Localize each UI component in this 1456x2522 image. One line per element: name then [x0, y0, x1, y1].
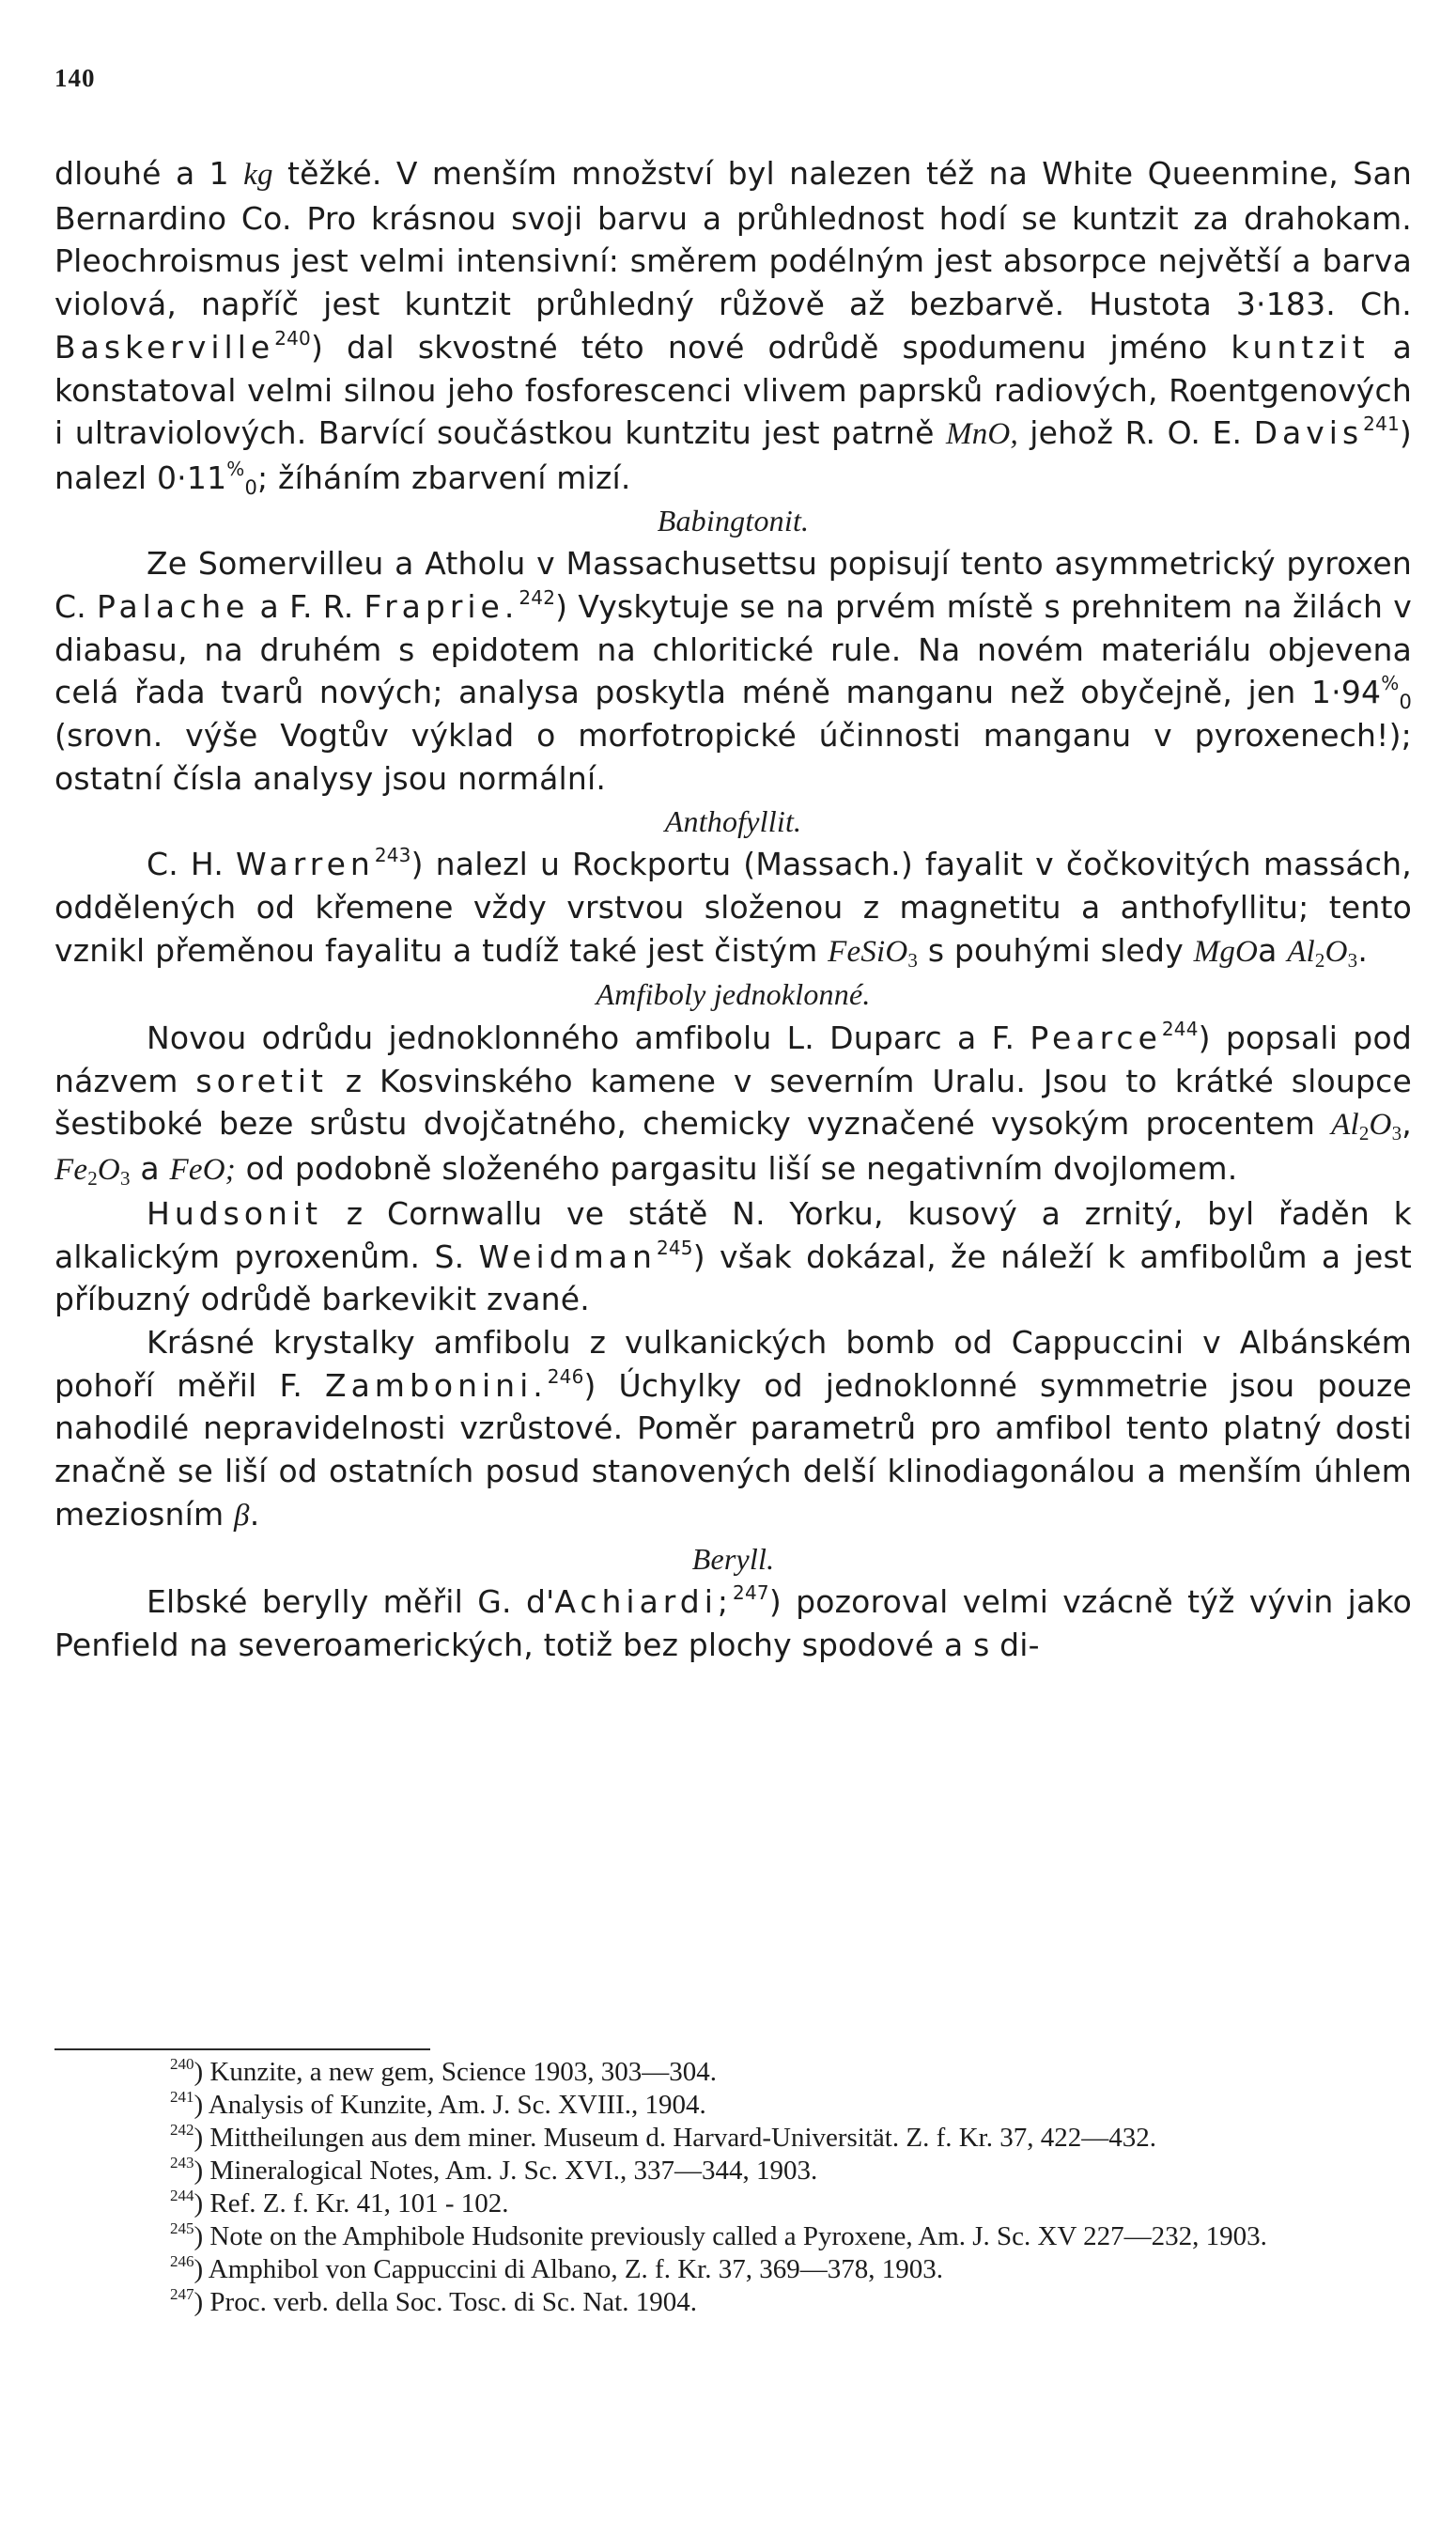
section-heading-babingtonit: Babingtonit. [657, 503, 810, 537]
formula: MnO, [946, 417, 1018, 452]
author-name: Weidman [478, 1238, 657, 1275]
author-name: Palache [97, 588, 250, 626]
author-name: Warren [236, 846, 375, 883]
author-name: Zambonini. [324, 1366, 548, 1404]
author-name: Baskerville [54, 328, 275, 366]
paragraph-beryll: Elbské berylly měřil G. d'Achiardi;$^{247}$) pozoroval velmi vzácně týž vývin jako Penfield na severoamerických, totiž bez plochy spodové a s di- [54, 1581, 1412, 1663]
footnote: $^{243}$) Mineralogical Notes, Am. J. Sc. XVI., 337—344, 1903. [170, 2154, 818, 2186]
main-text [54, 152, 1412, 1667]
author-name: Fraprie. [364, 588, 519, 626]
author-name: Davis [1253, 414, 1364, 452]
footnote-ref-240[interactable]: 240 [274, 326, 311, 350]
footnote-ref-245[interactable]: 245 [656, 1236, 693, 1259]
percent-sign: % [1381, 672, 1400, 695]
footnote: $^{247}$) Proc. verb. della Soc. Tosc. di Sc. Nat. 1904. [170, 2285, 697, 2317]
section-heading-anthofyllit: Anthofyllit. [664, 803, 802, 838]
paragraph-kunzit: dlouhé a 1 kg těžké. V menším množství byl nalezen též na White Queenmine, San Bernardino Co. Pro krásnou svoji barvu a průhlednost hodí se kuntzit za drahokam. Pleochroismus jest velmi intensivní: směrem podélným jest absorpce největší a barva violová, napříč jest kuntzit průhledný růžově až bezbarvě. Hustota 3·183. Ch. Baskerville$^{240}$) dal skvostné této nové odrůdě spodumenu jméno kuntzit a konstatoval velmi silnou jeho fosforescenci vlivem paprsků radiových, Roentgenových i ultraviolových. Barvící součástkou kuntzitu jest patrně MnO, jehož R. O. E. Davis$^{241}$) nalezl $0\cdot 11^{\%}_0$; žíháním zbarvení mizí. [54, 155, 1412, 499]
footnote: $^{246}$) Amphibol von Cappuccini di Albano, Z. f. Kr. 37, 369—378, 1903. [170, 2252, 943, 2284]
footnote: $^{241}$) Analysis of Kunzite, Am. J. Sc. XVIII., 1904. [170, 2088, 706, 2120]
footnote: $^{240}$) Kunzite, a new gem, Science 1903, 303—304. [170, 2055, 717, 2087]
formula: $Fe_2O_3$ [54, 1153, 131, 1191]
mineral-name: Hudsonit [147, 1194, 323, 1232]
author-name: Achiardi; [554, 1583, 734, 1621]
mineral-name: kuntzit [1231, 328, 1370, 366]
footnote-ref-243[interactable]: 243 [374, 844, 411, 867]
paragraph-soretit: Novou odrůdu jednoklonného amfibolu L. Duparc a F. Pearce$^{244}$) popsali pod názvem soretit z Kosvinského kamene v severním Uralu. Jsou to krátké sloupce šestiboké beze srůstu dvojčatného, chemicky vyznačené vysokým procentem $Al_2O_3$, $Fe_2O_3$ a FeO; od podobně složeného pargasitu liší se negativním dvojlomem. [54, 1018, 1413, 1191]
formula: $Al_2O_3$ [1287, 934, 1358, 972]
footnote-ref-246[interactable]: 246 [547, 1364, 584, 1388]
footnote: $^{245}$) Note on the Amphibole Hudsonite previously called a Pyroxene, Am. J. Sc. XV 227—232, 1903. [170, 2219, 1267, 2251]
footnote-ref-247[interactable]: 247 [733, 1581, 769, 1605]
formula: FeSiO$_3$ [828, 934, 919, 972]
footnote-ref-244[interactable]: 244 [1161, 1018, 1199, 1041]
paragraph-anthofyllit: C. H. Warren$^{243}$) nalezl u Rockportu (Massach.) fayalit v čočkovitých massách, oddělených od křemene vždy vrstvou složenou z magnetitu a anthofyllitu; tento vznikl přeměnou fayalitu a tudíž také jest čistým FeSiO$_3$ s pouhými sledy MgOa $Al_2O_3$. [54, 844, 1412, 972]
footnote-ref-241[interactable]: 241 [1363, 413, 1400, 436]
footnote-divider [54, 2048, 430, 2050]
unit-kg: kg [243, 158, 273, 192]
formula: MgO [1193, 934, 1259, 969]
author-name: Pearce [1030, 1020, 1162, 1057]
paragraph-cappuccini: Krásné krystalky amfibolu z vulkanických bomb od Cappuccini v Albánském pohoří měřil F. Zambonini.$^{246}$) Úchylky od jednoklonné symmetrie jsou pouze nahodilé nepravidelnosti vzrůstové. Poměr parametrů pro amfibol tento platný dosti značně se liší od ostatních posud stanovených delší klinodiagonálou a menším úhlem meziosním β. [54, 1323, 1413, 1533]
percent-sign: % [226, 457, 245, 480]
footnote-ref-242[interactable]: 242 [519, 586, 556, 610]
footnotes [54, 2056, 1412, 2319]
mineral-name: soretit [195, 1062, 328, 1099]
beta-symbol: β [234, 1498, 250, 1533]
formula: $Al_2O_3$ [1331, 1108, 1402, 1145]
section-heading-beryll: Beryll. [691, 1541, 775, 1576]
paragraph-babingtonit: Ze Somervilleu a Atholu v Massachusettsu popisují tento asymmetrický pyroxen C. Palache a F. R. Fraprie.$^{242}$) Vyskytuje se na prvém místě s prehnitem na žilách v diabasu, na druhém s epidotem na chloritické rule. Na novém materiálu objevena celá řada tvarů nových; analysa poskytla méně manganu než obyčejně, jen $1\cdot 94^{\%}_0$ (srovn. výše Vogtův výklad o morfotropické účinnosti manganu v pyroxenech!); ostatní čísla analysy jsou normální. [54, 545, 1412, 797]
paragraph-hudsonit: Hudsonit z Cornwallu ve státě N. Yorku, kusový a zrnitý, byl řaděn k alkalickým pyroxenům. S. Weidman$^{245}$) však dokázal, že náleží k amfibolům a jest příbuzný odrůdě barkevikit zvané. [54, 1194, 1412, 1318]
footnote: $^{242}$) Mittheilungen aus dem miner. Museum d. Harvard-Universität. Z. f. Kr. 37, 422—432. [170, 2121, 1156, 2153]
section-heading-amfiboly: Amfiboly jednoklonné. [596, 977, 871, 1012]
footnote: $^{244}$) Ref. Z. f. Kr. 41, 101 - 102. [170, 2187, 509, 2218]
formula: FeO; [169, 1153, 236, 1188]
page-number: 140 [54, 64, 96, 92]
